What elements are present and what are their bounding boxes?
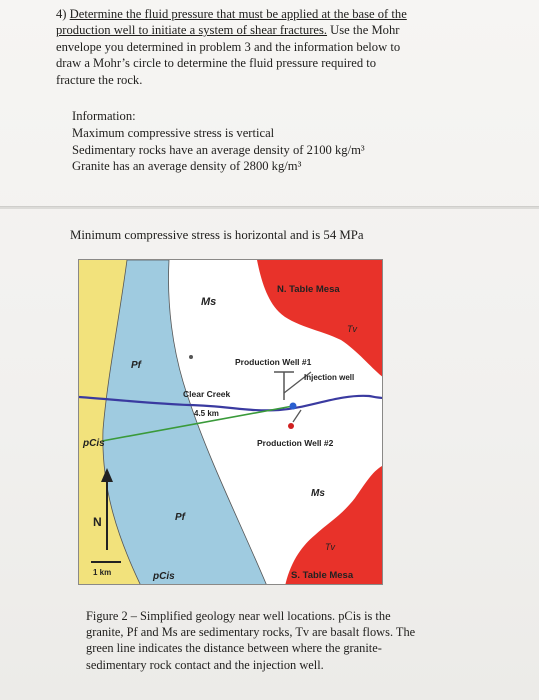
question-number: 4)	[56, 7, 67, 21]
label-production-well-1: Production Well #1	[235, 357, 312, 367]
min-stress-text: Minimum compressive stress is horizontal and is 54 MPa	[70, 228, 364, 242]
label-s-table-mesa: S. Table Mesa	[291, 570, 354, 581]
injection-well-marker	[290, 403, 297, 410]
geology-map-svg	[79, 260, 383, 585]
information-block	[72, 108, 365, 175]
label-tv-top: Tv	[347, 324, 357, 334]
label-n-table-mesa: N. Table Mesa	[277, 284, 340, 295]
question-line-4: draw a Mohr’s circle to determine the fluid pressure required to	[56, 56, 377, 71]
label-north: N	[93, 515, 102, 529]
information-heading: Information:	[72, 109, 136, 123]
label-scale: 1 km	[93, 568, 112, 577]
question-line-3: envelope you determined in problem 3 and the information below to	[56, 39, 401, 54]
information-line-2: Sedimentary rocks have an average density of 2100 kg/m³	[72, 142, 365, 157]
label-pcis-bottom: pCis	[153, 571, 175, 582]
caption-line-1: Figure 2 – Simplified geology near well locations. pCis is the	[86, 609, 391, 623]
caption-line-2: granite, Pf and Ms are sedimentary rocks, Tv are basalt flows. The	[86, 625, 416, 640]
label-clear-creek: Clear Creek	[183, 389, 231, 399]
question-underlined-2: production well to initiate a system of shear fractures.	[56, 23, 328, 38]
label-tv-bottom: Tv	[325, 542, 335, 552]
question-line-5: fracture the rock.	[56, 72, 143, 87]
figure-caption	[86, 608, 461, 673]
label-ms-bottom: Ms	[311, 488, 325, 499]
production-well-1-marker	[189, 355, 193, 359]
label-injection-well: Injection well	[304, 373, 355, 382]
question-rest-2: Use the Mohr	[327, 23, 400, 38]
geology-map	[78, 259, 383, 585]
production-well-2-marker	[288, 423, 294, 429]
question-underlined-1: Determine the fluid pressure that must be applied at the base of the	[69, 7, 407, 21]
page-divider	[0, 206, 539, 209]
label-pcis-left: pCis	[83, 438, 105, 449]
information-line-3: Granite has an average density of 2800 kg/m³	[72, 159, 302, 174]
label-pf-left: Pf	[131, 360, 141, 371]
label-pf-bottom: Pf	[175, 512, 185, 523]
label-production-well-2: Production Well #2	[257, 438, 334, 448]
question-text	[56, 6, 476, 88]
caption-line-4: sedimentary rock contact and the injection well.	[86, 657, 324, 672]
caption-line-3: green line indicates the distance between where the granite-	[86, 641, 382, 656]
label-distance: 4.5 km	[194, 409, 219, 418]
information-line-1: Maximum compressive stress is vertical	[72, 125, 275, 140]
label-ms-top: Ms	[201, 296, 217, 308]
